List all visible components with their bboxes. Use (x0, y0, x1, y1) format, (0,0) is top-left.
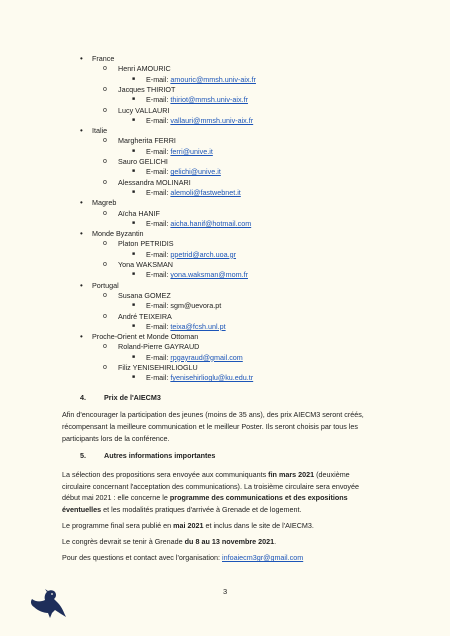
list-bullet: ■ (132, 168, 136, 175)
list-bullet: ■ (132, 219, 136, 226)
paragraph-line: récompensant la meilleure communication et le meilleur Poster. Ils seront choisis par tous les (62, 422, 359, 431)
list-bullet: o (103, 343, 107, 351)
list-bullet: ■ (132, 353, 136, 360)
text-run: Le programme final sera publié en (62, 521, 174, 530)
list-bullet: ■ (132, 322, 136, 329)
email-link[interactable]: amouric@mmsh.univ-aix.fr (170, 74, 256, 84)
section-4-title: Prix de l'AIECM3 (104, 393, 161, 402)
text-run: et les modalités pratiques d'arrivée à Grenade et de logement. (101, 504, 302, 514)
email-line (146, 322, 226, 331)
email-line (146, 373, 253, 382)
list-bullet: o (103, 178, 107, 186)
list-bullet: o (103, 65, 107, 73)
contact-name: Susana GOMEZ (118, 290, 171, 300)
email-line (146, 188, 241, 197)
contact-name: Filiz YENISEHIRLIOGLU (118, 363, 198, 372)
text-run: . (274, 537, 277, 546)
email-label: E-mail: (146, 270, 171, 280)
paragraph-line: Afin d'encourager la participation des jeunes (moins de 35 ans), des prix AIECM3 seront créés, (62, 410, 364, 419)
paragraph-line (62, 505, 302, 514)
organisation-email-link[interactable]: infoaiecm3gr@gmail.com (222, 553, 304, 562)
list-bullet: ■ (132, 75, 136, 82)
bold-text: mai 2021 (173, 521, 204, 530)
list-bullet: o (103, 158, 107, 165)
section-5-title: Autres informations importantes (104, 451, 216, 460)
region-label: Magreb (92, 198, 117, 208)
contact-name: Platon PETRIDIS (118, 239, 174, 249)
list-bullet: ■ (132, 116, 136, 123)
page-number: 3 (223, 587, 228, 596)
list-bullet: • (80, 54, 83, 63)
email-link[interactable]: alemoli@fastwebnet.it (170, 187, 241, 197)
email-line (146, 75, 256, 84)
email-link[interactable]: yona.waksman@mom.fr (170, 270, 248, 280)
list-bullet: o (103, 291, 107, 299)
text-run: La sélection des propositions sera envoyée aux communiquants (62, 470, 269, 479)
email-link[interactable]: gelichi@unive.it (170, 167, 221, 177)
paragraph-line (62, 482, 359, 491)
region-label: Italie (92, 126, 108, 136)
email-line (146, 353, 243, 362)
email-line (146, 270, 248, 279)
contact-name: Roland-Pierre GAYRAUD (118, 342, 200, 352)
list-bullet: o (103, 85, 107, 93)
contact-name: Jacques THIRIOT (118, 84, 176, 94)
region-label: Portugal (92, 280, 119, 290)
list-bullet: ■ (132, 147, 136, 154)
email-link[interactable]: fyenisehirlioglu@ku.edu.tr (170, 373, 254, 383)
list-bullet: o (103, 240, 107, 248)
contact-name: Sauro GELICHI (118, 157, 168, 166)
email-line (146, 250, 236, 259)
email-label: E-mail: (146, 218, 171, 228)
email-link[interactable]: rpgayraud@gmail.com (170, 352, 243, 362)
text-run: (deuxième (314, 470, 350, 479)
region-label: Monde Byzantin (92, 229, 144, 239)
email-link[interactable]: vallauri@mmsh.univ-aix.fr (170, 115, 254, 125)
list-bullet: ■ (132, 250, 136, 257)
email-label: E-mail: (146, 352, 171, 362)
email-line (146, 95, 248, 104)
contact-name: Yona WAKSMAN (118, 260, 173, 269)
email-line (146, 219, 251, 228)
text-run: et inclus dans le site de l'AIECM3. (203, 521, 314, 530)
contact-name: Margherita FERRI (118, 136, 176, 146)
bird-logo-icon (28, 585, 68, 621)
region-label: Proche-Orient et Monde Ottoman (92, 332, 199, 342)
paragraph-line (62, 493, 348, 502)
email-line (146, 301, 221, 310)
list-bullet: ■ (132, 271, 136, 278)
email-line (146, 167, 221, 176)
list-bullet: o (103, 137, 107, 145)
list-bullet: ■ (132, 374, 136, 381)
section-4-number: 4. (80, 393, 86, 402)
contact-text: Pour des questions et contact avec l'organisation: (62, 553, 222, 562)
email-label: E-mail: (146, 187, 171, 197)
email-line (146, 116, 253, 125)
contact-name: Alessandra MOLINARI (118, 177, 191, 187)
list-bullet: • (80, 198, 83, 208)
email-line (146, 147, 213, 156)
list-bullet: o (103, 312, 107, 320)
list-bullet: ■ (132, 302, 136, 309)
bold-text: programme des communications et des expositions (169, 493, 348, 502)
contact-name: André TEIXEIRA (118, 311, 172, 321)
bold-text: éventuelles (62, 504, 102, 514)
email-link[interactable]: thiriot@mmsh.univ-aix.fr (170, 95, 248, 105)
email-link[interactable]: ferri@unive.it (170, 146, 213, 156)
region-label: France (92, 54, 115, 63)
bold-text: fin mars 2021 (268, 470, 315, 479)
contact-line (62, 553, 303, 562)
bold-text: du 8 au 13 novembre 2021 (184, 537, 275, 546)
list-bullet: ■ (132, 96, 136, 103)
list-bullet: ■ (132, 188, 136, 195)
list-bullet: • (80, 126, 83, 136)
contact-name: Henri AMOURIC (118, 64, 171, 74)
email-label: E-mail: (146, 321, 171, 331)
section-5-number: 5. (80, 451, 86, 460)
list-bullet: • (80, 332, 83, 342)
list-bullet: o (103, 106, 107, 114)
text-run: début mai 2021 : elle concerne le (62, 493, 170, 502)
list-bullet: • (80, 229, 83, 239)
email-label: E-mail: (146, 95, 171, 105)
list-bullet: o (103, 209, 107, 217)
text-run: Le congrès devrait se tenir à Grenade (62, 537, 185, 546)
list-bullet: • (80, 280, 83, 290)
email-label: E-mail: (146, 74, 171, 84)
email-label: E-mail: (146, 373, 171, 383)
email-label: E-mail: (146, 146, 171, 156)
email-label: E-mail: (146, 115, 171, 125)
contact-name: Aïcha HANIF (118, 208, 160, 218)
paragraph-line (62, 537, 276, 546)
paragraph-line (62, 521, 314, 530)
email-label: E-mail: (146, 249, 171, 259)
contact-name: Lucy VALLAURI (118, 105, 170, 115)
paragraph-line (62, 470, 350, 479)
email-label: E-mail: sgm@uevora.pt (146, 301, 222, 311)
email-label: E-mail: (146, 167, 171, 177)
email-link[interactable]: aicha.hanif@hotmail.com (170, 218, 252, 228)
email-link[interactable]: ppetrid@arch.uoa.gr (170, 249, 237, 259)
paragraph-line: participants lors de la conférence. (62, 434, 170, 443)
text-run: circulaire concernant l'acceptation des communications). La troisième circulaire sera envoyée (62, 481, 359, 491)
list-bullet: o (103, 261, 107, 268)
list-bullet: o (103, 364, 107, 371)
email-link[interactable]: teixa@fcsh.unl.pt (170, 321, 226, 331)
